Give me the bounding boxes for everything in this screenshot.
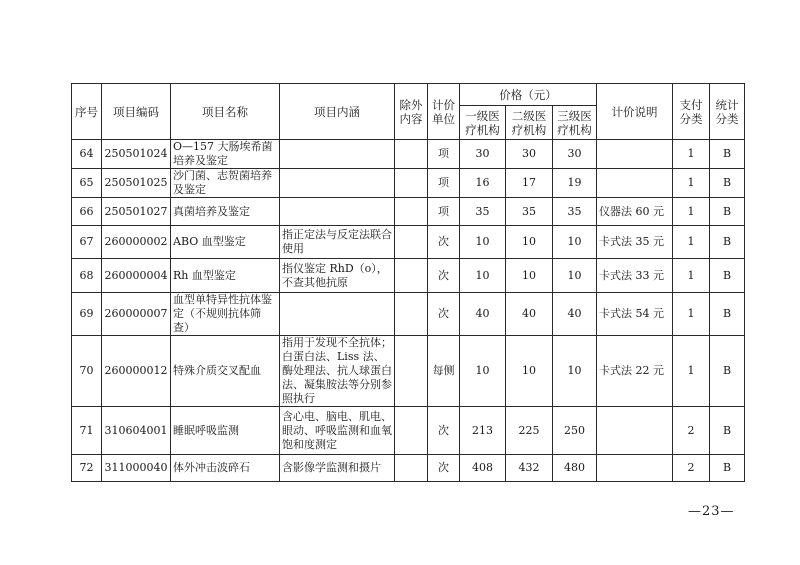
table-cell-pay: 2	[673, 455, 710, 482]
table-cell-seq: 69	[72, 293, 102, 336]
table-cell-pay: 1	[673, 293, 710, 336]
table-cell-pay: 1	[673, 226, 710, 259]
table-cell-stat: B	[710, 226, 745, 259]
table-cell-unit: 次	[428, 407, 460, 455]
table-cell-content: 含影像学监测和摄片	[280, 455, 395, 482]
table-cell-price2: 35	[506, 198, 553, 226]
table-cell-name: ABO 血型鉴定	[171, 226, 280, 259]
header-price1: 一级医疗机构	[460, 106, 506, 140]
table-cell-seq: 70	[72, 336, 102, 407]
table-cell-price3: 250	[553, 407, 597, 455]
table-cell-note	[597, 407, 673, 455]
table-cell-code: 260000002	[102, 226, 171, 259]
page-number: —23—	[688, 504, 735, 519]
table-cell-note: 仪器法 60 元	[597, 198, 673, 226]
table-cell-unit: 项	[428, 140, 460, 169]
table-cell-seq: 68	[72, 259, 102, 293]
table-cell-seq: 64	[72, 140, 102, 169]
table-cell-price2: 432	[506, 455, 553, 482]
table-cell-price1: 10	[460, 336, 506, 407]
table-cell-price1: 35	[460, 198, 506, 226]
table-cell-unit: 次	[428, 455, 460, 482]
table-cell-price2: 225	[506, 407, 553, 455]
table-cell-code: 260000007	[102, 293, 171, 336]
table-cell-content	[280, 169, 395, 198]
table-cell-price1: 40	[460, 293, 506, 336]
table-cell-pay: 1	[673, 140, 710, 169]
table-cell-note	[597, 169, 673, 198]
table-row	[72, 198, 745, 226]
table-cell-code: 260000004	[102, 259, 171, 293]
header-name: 项目名称	[171, 84, 280, 140]
table-cell-unit: 次	[428, 259, 460, 293]
table-cell-price3: 30	[553, 140, 597, 169]
header-content: 项目内涵	[280, 84, 395, 140]
table-cell-price3: 10	[553, 226, 597, 259]
header-unit: 计价单位	[428, 84, 460, 140]
table-cell-name: 睡眠呼吸监测	[171, 407, 280, 455]
table-cell-price2: 17	[506, 169, 553, 198]
table-cell-name: 血型单特异性抗体鉴定（不规则抗体筛查）	[171, 293, 280, 336]
table-row	[72, 407, 745, 455]
table-cell-stat: B	[710, 140, 745, 169]
table-cell-seq: 72	[72, 455, 102, 482]
header-seq: 序号	[72, 84, 102, 140]
table-cell-content: 指正定法与反定法联合使用	[280, 226, 395, 259]
table-cell-stat: B	[710, 293, 745, 336]
table-cell-note	[597, 455, 673, 482]
table-cell-note: 卡式法 54 元	[597, 293, 673, 336]
table-row	[72, 455, 745, 482]
table-cell-exclude	[395, 169, 428, 198]
header-note: 计价说明	[597, 84, 673, 140]
table-cell-seq: 71	[72, 407, 102, 455]
table-cell-code: 260000012	[102, 336, 171, 407]
table-cell-stat: B	[710, 407, 745, 455]
table-cell-price1: 16	[460, 169, 506, 198]
table-cell-price2: 30	[506, 140, 553, 169]
table-cell-seq: 65	[72, 169, 102, 198]
price-table	[71, 83, 745, 482]
table-cell-code: 250501024	[102, 140, 171, 169]
table-cell-pay: 1	[673, 336, 710, 407]
table-cell-price2: 10	[506, 226, 553, 259]
table-cell-exclude	[395, 198, 428, 226]
table-cell-content	[280, 293, 395, 336]
table-cell-unit: 项	[428, 198, 460, 226]
table-cell-code: 311000040	[102, 455, 171, 482]
table-cell-pay: 2	[673, 407, 710, 455]
header-pay: 支付分类	[673, 84, 710, 140]
table-cell-pay: 1	[673, 169, 710, 198]
table-row	[72, 140, 745, 169]
table-cell-price2: 10	[506, 259, 553, 293]
table-cell-note: 卡式法 22 元	[597, 336, 673, 407]
table-cell-price3: 35	[553, 198, 597, 226]
table-cell-price1: 10	[460, 226, 506, 259]
table-cell-note: 卡式法 35 元	[597, 226, 673, 259]
table-cell-unit: 次	[428, 293, 460, 336]
table-row	[72, 169, 745, 198]
table-cell-code: 250501027	[102, 198, 171, 226]
table-cell-price1: 408	[460, 455, 506, 482]
header-code: 项目编码	[102, 84, 171, 140]
table-cell-price3: 10	[553, 336, 597, 407]
table-row	[72, 226, 745, 259]
table-cell-exclude	[395, 226, 428, 259]
table-cell-exclude	[395, 407, 428, 455]
table-cell-unit: 每侧	[428, 336, 460, 407]
table-cell-exclude	[395, 455, 428, 482]
table-cell-price3: 19	[553, 169, 597, 198]
table-cell-content	[280, 140, 395, 169]
table-cell-stat: B	[710, 259, 745, 293]
table-cell-name: Rh 血型鉴定	[171, 259, 280, 293]
table-cell-exclude	[395, 293, 428, 336]
table-cell-code: 250501025	[102, 169, 171, 198]
table-cell-unit: 次	[428, 226, 460, 259]
header-stat: 统计分类	[710, 84, 745, 140]
table-cell-stat: B	[710, 336, 745, 407]
table-cell-exclude	[395, 140, 428, 169]
table-cell-price1: 10	[460, 259, 506, 293]
table-row	[72, 293, 745, 336]
table-cell-price1: 213	[460, 407, 506, 455]
table-cell-name: O—157 大肠埃希菌培养及鉴定	[171, 140, 280, 169]
table-cell-code: 310604001	[102, 407, 171, 455]
table-cell-price1: 30	[460, 140, 506, 169]
header-exclude: 除外内容	[395, 84, 428, 140]
table-cell-seq: 67	[72, 226, 102, 259]
table-cell-price3: 480	[553, 455, 597, 482]
table-cell-name: 沙门菌、志贺菌培养及鉴定	[171, 169, 280, 198]
header-price3: 三级医疗机构	[553, 106, 597, 140]
header-price-group: 价格（元）	[460, 84, 597, 106]
table-row	[72, 259, 745, 293]
table-cell-seq: 66	[72, 198, 102, 226]
table-cell-price2: 10	[506, 336, 553, 407]
table-cell-note: 卡式法 33 元	[597, 259, 673, 293]
table-cell-price2: 40	[506, 293, 553, 336]
header-price2: 二级医疗机构	[506, 106, 553, 140]
table-cell-stat: B	[710, 455, 745, 482]
table-cell-name: 真菌培养及鉴定	[171, 198, 280, 226]
table-cell-unit: 项	[428, 169, 460, 198]
table-cell-content: 指仪鉴定 RhD（o），不查其他抗原	[280, 259, 395, 293]
table-cell-stat: B	[710, 198, 745, 226]
table-cell-name: 特殊介质交叉配血	[171, 336, 280, 407]
table-cell-exclude	[395, 336, 428, 407]
table-cell-note	[597, 140, 673, 169]
table-cell-price3: 40	[553, 293, 597, 336]
table-cell-content: 含心电、脑电、肌电、眼动、呼吸监测和血氧饱和度测定	[280, 407, 395, 455]
header-row-1	[72, 84, 745, 106]
table-cell-content: 指用于发现不全抗体；白蛋白法、Liss 法、酶处理法、抗人球蛋白法、凝集胺法等分别参照执行	[280, 336, 395, 407]
table-cell-content	[280, 198, 395, 226]
table-cell-pay: 1	[673, 259, 710, 293]
table-cell-stat: B	[710, 169, 745, 198]
table-cell-price3: 10	[553, 259, 597, 293]
table-cell-exclude	[395, 259, 428, 293]
table-row	[72, 336, 745, 407]
table-cell-name: 体外冲击波碎石	[171, 455, 280, 482]
table-cell-pay: 1	[673, 198, 710, 226]
